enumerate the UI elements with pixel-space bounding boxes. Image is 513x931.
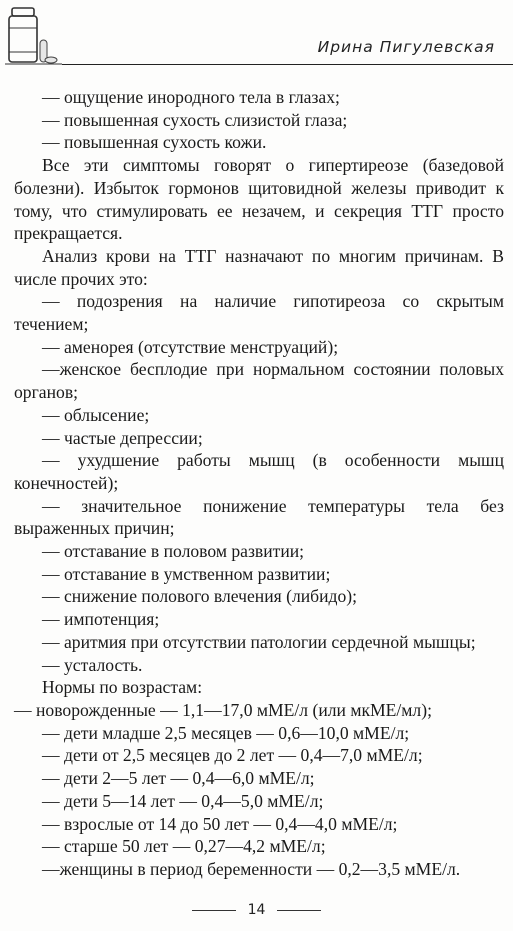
bullet-paragraph: — отставание в половом развитии; [42, 541, 305, 562]
norm-item: —женщины в период беременности — 0,2—3,5 мМЕ/л. [42, 858, 461, 879]
bullet-paragraph: — отставание в умственном развитии; [42, 563, 331, 584]
bullet-paragraph: — ощущение инородного тела в глазах; [42, 87, 340, 107]
bullet-paragraph: — подозрения на наличие гипотиреоза со скрытым течением; [14, 291, 504, 335]
norm-item: — дети 5—14 лет — 0,4—5,0 мМЕ/л; [42, 790, 324, 811]
bullet-paragraph: — ухудшение работы мышц (в особенности мышц конечностей); [14, 450, 504, 493]
header-rule [62, 64, 513, 65]
bullet-paragraph: — повышенная сухость слизистой глаза; [42, 109, 348, 130]
body-paragraph: Анализ крови на ТТГ назначают по многим причинам. В числе прочих это: [14, 245, 504, 289]
page-folio [0, 902, 513, 918]
bullet-paragraph: — частые депрессии; [42, 427, 203, 448]
bullet-paragraph: — повышенная сухость кожи. [42, 132, 267, 153]
bullet-paragraph: — аритмия при отсутствии патологии сердечной мышцы; [42, 631, 476, 652]
folio-dash-left [192, 910, 236, 911]
running-head-author: Ирина Пигулевская [317, 38, 495, 56]
bullet-paragraph: — аменорея (отсутствие менструаций); [42, 336, 339, 357]
page-number: 14 [247, 902, 266, 918]
pill-bottle-icon [4, 4, 64, 68]
norm-item: — старше 50 лет — 0,27—4,2 мМЕ/л; [42, 836, 326, 857]
bullet-paragraph: — снижение полового влечения (либидо); [42, 586, 358, 607]
norm-item: — дети от 2,5 месяцев до 2 лет — 0,4—7,0 мМЕ/л; [42, 745, 423, 766]
bullet-paragraph: —женское бесплодие при нормальном состоянии половых органов; [14, 359, 504, 403]
bullet-paragraph: — усталость. [42, 654, 143, 675]
bullet-paragraph: — импотенция; [42, 609, 160, 630]
body-paragraph: Все эти симптомы говорят о гипертиреозе (базедовой болезни). Избыток гормонов щитовидной железы приводит к тому, что стимулировать ее незачем, и секреция ТТГ просто прекращается. [14, 155, 504, 244]
running-header [0, 0, 513, 70]
norm-item: — дети младше 2,5 месяцев — 0,6—10,0 мМЕ/л; [42, 722, 410, 743]
bullet-paragraph: — облысение; [42, 404, 150, 425]
norm-item: — взрослые от 14 до 50 лет — 0,4—4,0 мМЕ/л; [42, 813, 398, 834]
folio-dash-right [277, 910, 321, 911]
norm-item: — дети 2—5 лет — 0,4—6,0 мМЕ/л; [42, 768, 315, 789]
page-body [14, 86, 504, 881]
norm-item: — новорожденные — 1,1—17,0 мМЕ/л (или мкМЕ/мл); [14, 699, 432, 720]
bullet-paragraph: — значительное понижение температуры тела без выраженных причин; [14, 495, 504, 539]
norms-heading: Нормы по возрастам: [42, 677, 203, 698]
